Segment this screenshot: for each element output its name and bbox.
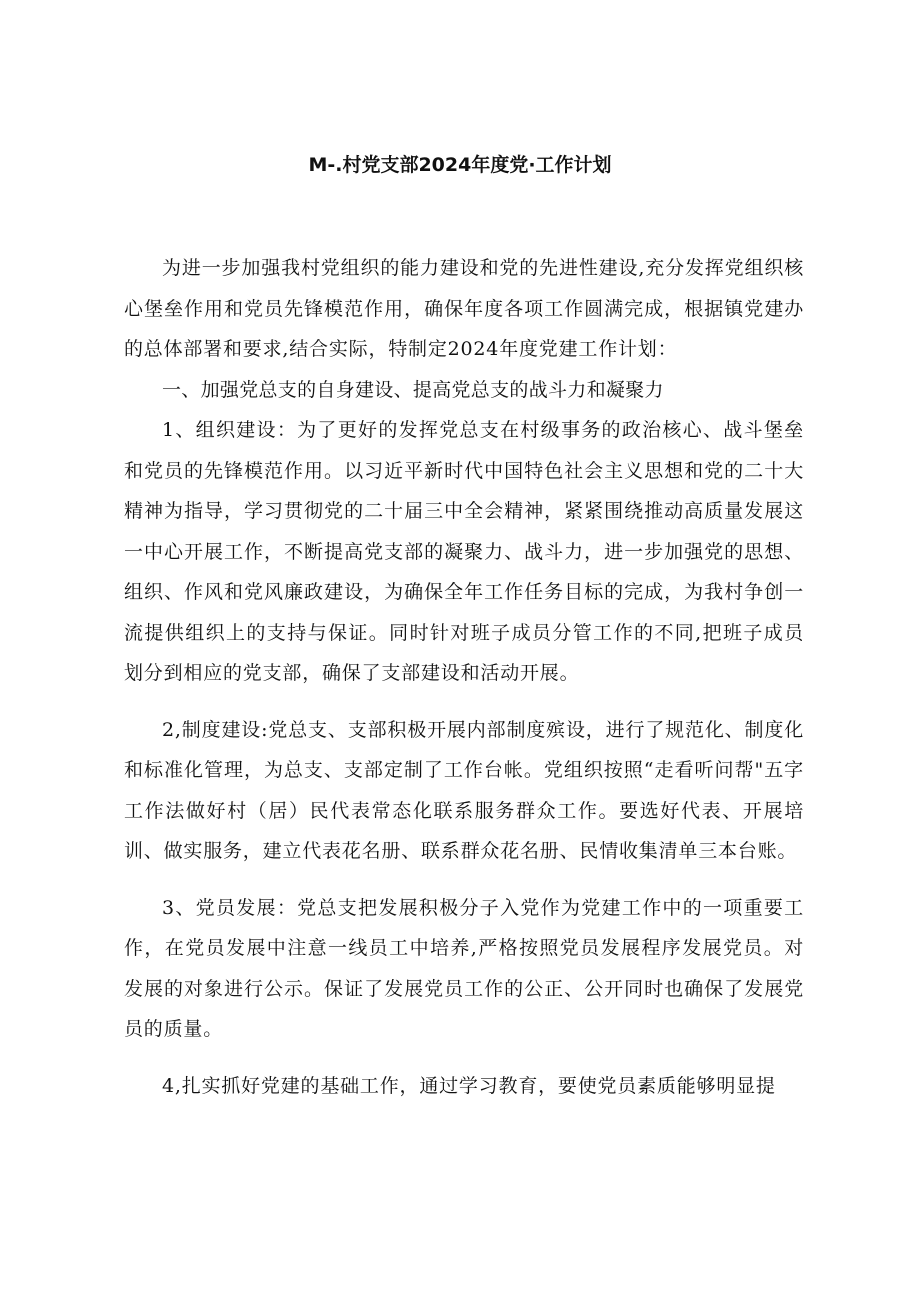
item-foundation-work: 4,扎实抓好党建的基础工作，通过学习教育，要使党员素质能够明显提 xyxy=(162,1074,776,1097)
item-member-development: 3、党员发展：党总支把发展积极分子入党作为党建工作中的一项重要工作，在党员发展中注意一线员工中培养,严格按照党员发展程序发展党员。对发展的对象进行公示。保证了发展党员工作的公正、公开同时也确保了发展党员的质量。 xyxy=(124,896,804,1040)
document-title: M-.村党支部2024年度党·工作计划 xyxy=(308,154,612,176)
document-body xyxy=(124,248,804,1106)
section-heading-1: 一、加强党总支的自身建设、提高党总支的战斗力和凝聚力 xyxy=(162,378,664,401)
intro-paragraph: 为进一步加强我村党组织的能力建设和党的先进性建设,充分发挥党组织核心堡垒作用和党员先锋模范作用，确保年度各项工作圆满完成，根据镇党建办的总体部署和要求,结合实际，特制定2024年度党建工作计划： xyxy=(124,257,804,360)
paragraph-gap xyxy=(124,1050,804,1066)
item-system-building: 2,制度建设:党总支、支部积极开展内部制度殡设，进行了规范化、制度化和标准化管理，为总支、支部定制了工作台帐。党组织按照“走看听问帮"五字工作法做好村（居）民代表常态化联系服务群众工作。要选好代表、开展培训、做实服务，建立代表花名册、联系群众花名册、民情收集清单三本台账。 xyxy=(124,718,804,862)
item-organization-building: 1、组织建设：为了更好的发挥党总支在村级事务的政治核心、战斗堡垒和党员的先锋模范作用。以习近平新时代中国特色社会主义思想和党的二十大精神为指导，学习贯彻党的二十届三中全会精神，紧紧围绕推动高质量发展这一中心开展工作，不断提高党支部的凝聚力、战斗力，进一步加强党的思想、组织、作风和党风廉政建设，为确保全年工作任务目标的完成，为我村争创一流提供组织上的支持与保证。同时针对班子成员分管工作的不同,把班子成员划分到相应的党支部，确保了支部建设和活动开展。 xyxy=(124,419,804,684)
paragraph-gap xyxy=(124,694,804,710)
paragraph-gap xyxy=(124,872,804,888)
